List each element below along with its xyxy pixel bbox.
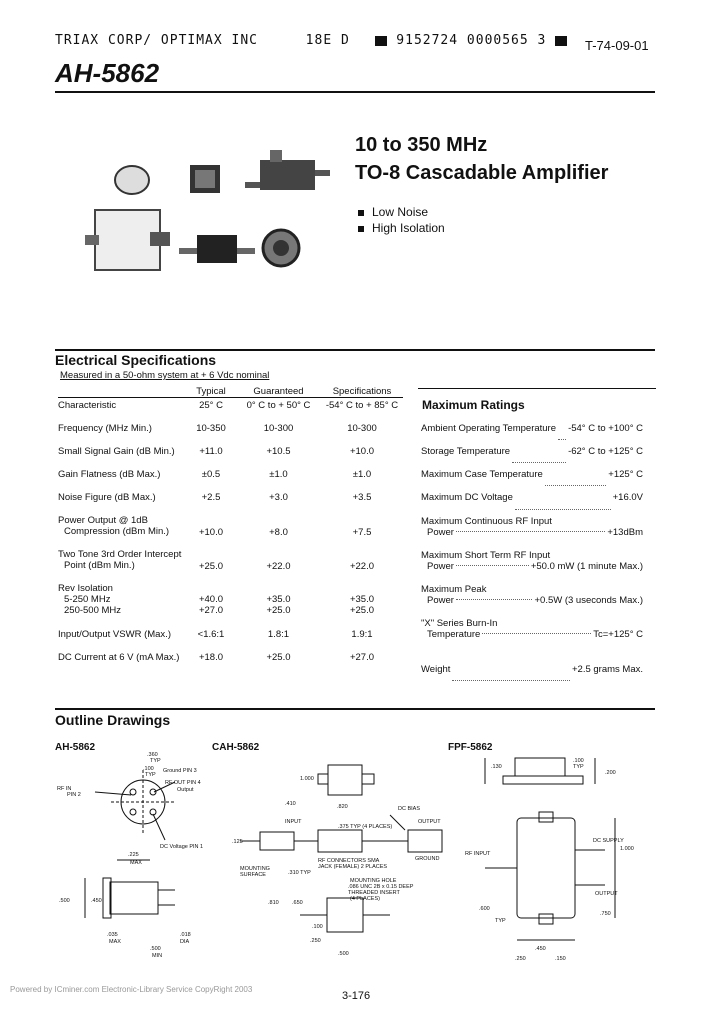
cah-dim-label: .086 UNC 2B x 0.15 DEEP	[348, 884, 414, 890]
list-item: Maximum Short Term RF Input Power +50.0 mW (1 minute Max.)	[421, 550, 643, 572]
page-title: AH-5862	[55, 58, 160, 88]
cah-dim-label: .500	[338, 951, 349, 957]
ah-dim-label: .500	[59, 898, 70, 904]
list-item: "X" Series Burn-In Temperature Tc=+125° C	[421, 618, 643, 640]
cah-dim-label: .410	[285, 801, 296, 807]
cah-dim-label: 1.000	[300, 776, 314, 782]
subtitle-frequency: 10 to 350 MHz	[355, 134, 488, 156]
bullet-icon	[358, 226, 364, 232]
ah-dim-label: RF OUT PIN 4	[165, 780, 201, 786]
ah-dim-label: DIA	[180, 939, 190, 945]
table-row: Gain Flatness (dB Max.) ±0.5 ±1.0 ±1.0	[58, 469, 372, 480]
ah-dim-label: PIN 2	[67, 792, 81, 798]
table-row: Two Tone 3rd Order Intercept Point (dBm Min.) +25.0 +22.0 +22.0	[58, 549, 375, 572]
max-ratings-list	[421, 423, 643, 687]
ah-dim-label: MAX	[130, 860, 142, 866]
cah-dim-label: DC BIAS	[398, 806, 421, 812]
table-header-row	[58, 398, 403, 412]
ah-dim-label: DC Voltage PIN 1	[160, 844, 204, 850]
electrical-subtitle: Measured in a 50-ohm system at + 6 Vdc nominal	[60, 370, 270, 381]
col-typical: Typical	[196, 386, 226, 397]
fpf-dim-label: 1.000	[620, 846, 634, 852]
title-rule	[55, 91, 655, 93]
cah-dim-label: (4 PLACES)	[350, 896, 380, 902]
list-item: Maximum Case Temperature +125° C	[421, 469, 643, 492]
drawing-title-ah: AH-5862	[55, 742, 96, 753]
product-photo	[85, 140, 330, 280]
fpf-dim-label: .150	[555, 956, 566, 962]
fpf-dim-label: OUTPUT	[595, 891, 618, 897]
col-guaranteed-sub: 0° C to + 50° C	[236, 398, 321, 412]
electrical-spec-table	[58, 386, 403, 675]
drawing-title-cah: CAH-5862	[212, 742, 260, 753]
cah-dim-label: .375 TYP (4 PLACES)	[338, 824, 393, 830]
ah-dim-label: .035	[107, 932, 118, 938]
col-characteristic: Characteristic	[58, 398, 186, 412]
outline-rule	[55, 708, 655, 710]
bullet-icon	[358, 210, 364, 216]
list-item: Maximum DC Voltage +16.0V	[421, 492, 643, 516]
ah-dim-label: .018	[180, 932, 191, 938]
fpf-dim-label: .250	[515, 956, 526, 962]
ah-dim-label: MAX	[109, 939, 121, 945]
header-line	[55, 33, 567, 48]
max-ratings-title: Maximum Ratings	[422, 398, 525, 412]
fpf-dim-label: .450	[535, 946, 546, 952]
ah-dim-label: .100	[143, 766, 154, 772]
col-typical-sub: 25° C	[186, 398, 236, 412]
table-row: Rev Isolation 5-250 MHz 250-500 MHz +40.0 +27.0 +35.0 +25.0 +35.0 +25.0	[58, 583, 375, 616]
table-row: Power Output @ 1dB Compression (dBm Min.) +10.0 +8.0 +7.5	[58, 515, 372, 538]
list-item: Maximum Continuous RF Input Power +13dBm	[421, 516, 643, 538]
cah-dim-label: INPUT	[285, 819, 302, 825]
footer-credit: Powered by ICminer.com Electronic-Library Service CopyRight 2003	[10, 985, 253, 994]
cah-dim-label: MOUNTING HOLE	[350, 878, 397, 884]
cah-dim-label: .650	[292, 900, 303, 906]
table-row: DC Current at 6 V (mA Max.) +18.0 +25.0 +27.0	[58, 652, 375, 663]
list-item: Ambient Operating Temperature -54° C to +100° C	[421, 423, 643, 446]
feature-label: High Isolation	[372, 221, 445, 235]
fpf-dim-label: DC SUPPLY	[593, 838, 624, 844]
cah-dim-label: THREADED INSERT	[348, 890, 400, 896]
outline-title: Outline Drawings	[55, 712, 171, 728]
table-row: Frequency (MHz Min.) 10-350 10-300 10-300	[58, 423, 377, 434]
feature-item	[358, 205, 428, 219]
col-spec: Specifications	[332, 386, 392, 397]
cah-dim-label: JACK (FEMALE) 2 PLACES	[318, 864, 388, 870]
table-row: Input/Output VSWR (Max.) <1.6:1 1.8:1 1.9:1	[58, 629, 373, 640]
cah-outline-drawing	[230, 750, 445, 975]
col-guaranteed: Guaranteed	[253, 386, 304, 397]
cah-dim-label: RF CONNECTORS SMA	[318, 858, 380, 864]
ah-dim-label: Ground PIN 3	[163, 768, 197, 774]
ah-dim-label: .450	[91, 898, 102, 904]
ah-dim-label: .360	[147, 752, 158, 758]
fpf-dim-label: .600	[479, 906, 490, 912]
cah-dim-label: .310 TYP	[288, 870, 311, 876]
list-item: Maximum Peak Power +0.5W (3 useconds Max.)	[421, 584, 643, 606]
table-row: Small Signal Gain (dB Min.) +11.0 +10.5 +10.0	[58, 446, 375, 457]
fpf-dim-label: .750	[600, 911, 611, 917]
ah-dim-label: Output	[177, 787, 194, 793]
fpf-dim-label: .200	[605, 770, 616, 776]
max-ratings-rule	[418, 388, 656, 389]
cah-dim-label: .100	[312, 924, 323, 930]
feature-label: Low Noise	[372, 205, 429, 219]
fpf-dim-label: TYP	[573, 764, 584, 770]
list-item: Storage Temperature -62° C to +125° C	[421, 446, 643, 469]
cah-dim-label: .810	[268, 900, 279, 906]
doc-ref: T-74-09-01	[585, 38, 649, 53]
table-row: Noise Figure (dB Max.) +2.5 +3.0 +3.5	[58, 492, 372, 503]
electrical-rule	[55, 349, 655, 351]
header-company: TRIAX CORP/ OPTIMAX INC	[55, 33, 259, 48]
subtitle-product: TO-8 Cascadable Amplifier	[355, 162, 609, 184]
list-item: Weight +2.5 grams Max.	[421, 664, 643, 687]
feature-item	[358, 221, 445, 235]
fpf-outline-drawing	[455, 750, 655, 970]
ah-dim-label: TYP	[150, 758, 161, 764]
ah-dim-label: TYP	[145, 772, 156, 778]
col-spec-sub: -54° C to + 85° C	[321, 398, 403, 412]
cah-dim-label: .820	[337, 804, 348, 810]
table-header-row	[58, 386, 403, 398]
electrical-title: Electrical Specifications	[55, 352, 217, 368]
fpf-dim-label: .130	[491, 764, 502, 770]
fpf-dim-label: TYP	[495, 918, 506, 924]
ah-dim-label: MIN	[152, 953, 163, 959]
cah-dim-label: .125	[232, 839, 243, 845]
header-code2: 9152724 0000565 3	[396, 33, 547, 48]
cah-dim-label: GROUND	[415, 856, 440, 862]
header-code1: 18E D	[305, 33, 350, 48]
cah-dim-label: MOUNTING	[240, 866, 270, 872]
barcode-mark	[375, 36, 387, 46]
barcode-mark-2	[555, 36, 567, 46]
ah-dim-label: .225	[128, 852, 139, 858]
ah-dim-label: .500	[150, 946, 161, 952]
cah-dim-label: SURFACE	[240, 872, 266, 878]
ah-dim-label: RF IN	[57, 786, 72, 792]
cah-dim-label: .250	[310, 938, 321, 944]
page-number: 3-176	[342, 990, 371, 1002]
cah-dim-label: OUTPUT	[418, 819, 441, 825]
fpf-dim-label: RF INPUT	[465, 851, 491, 857]
fpf-dim-label: .100	[573, 758, 584, 764]
ah-outline-drawing	[55, 750, 215, 975]
drawing-title-fpf: FPF-5862	[448, 742, 493, 753]
